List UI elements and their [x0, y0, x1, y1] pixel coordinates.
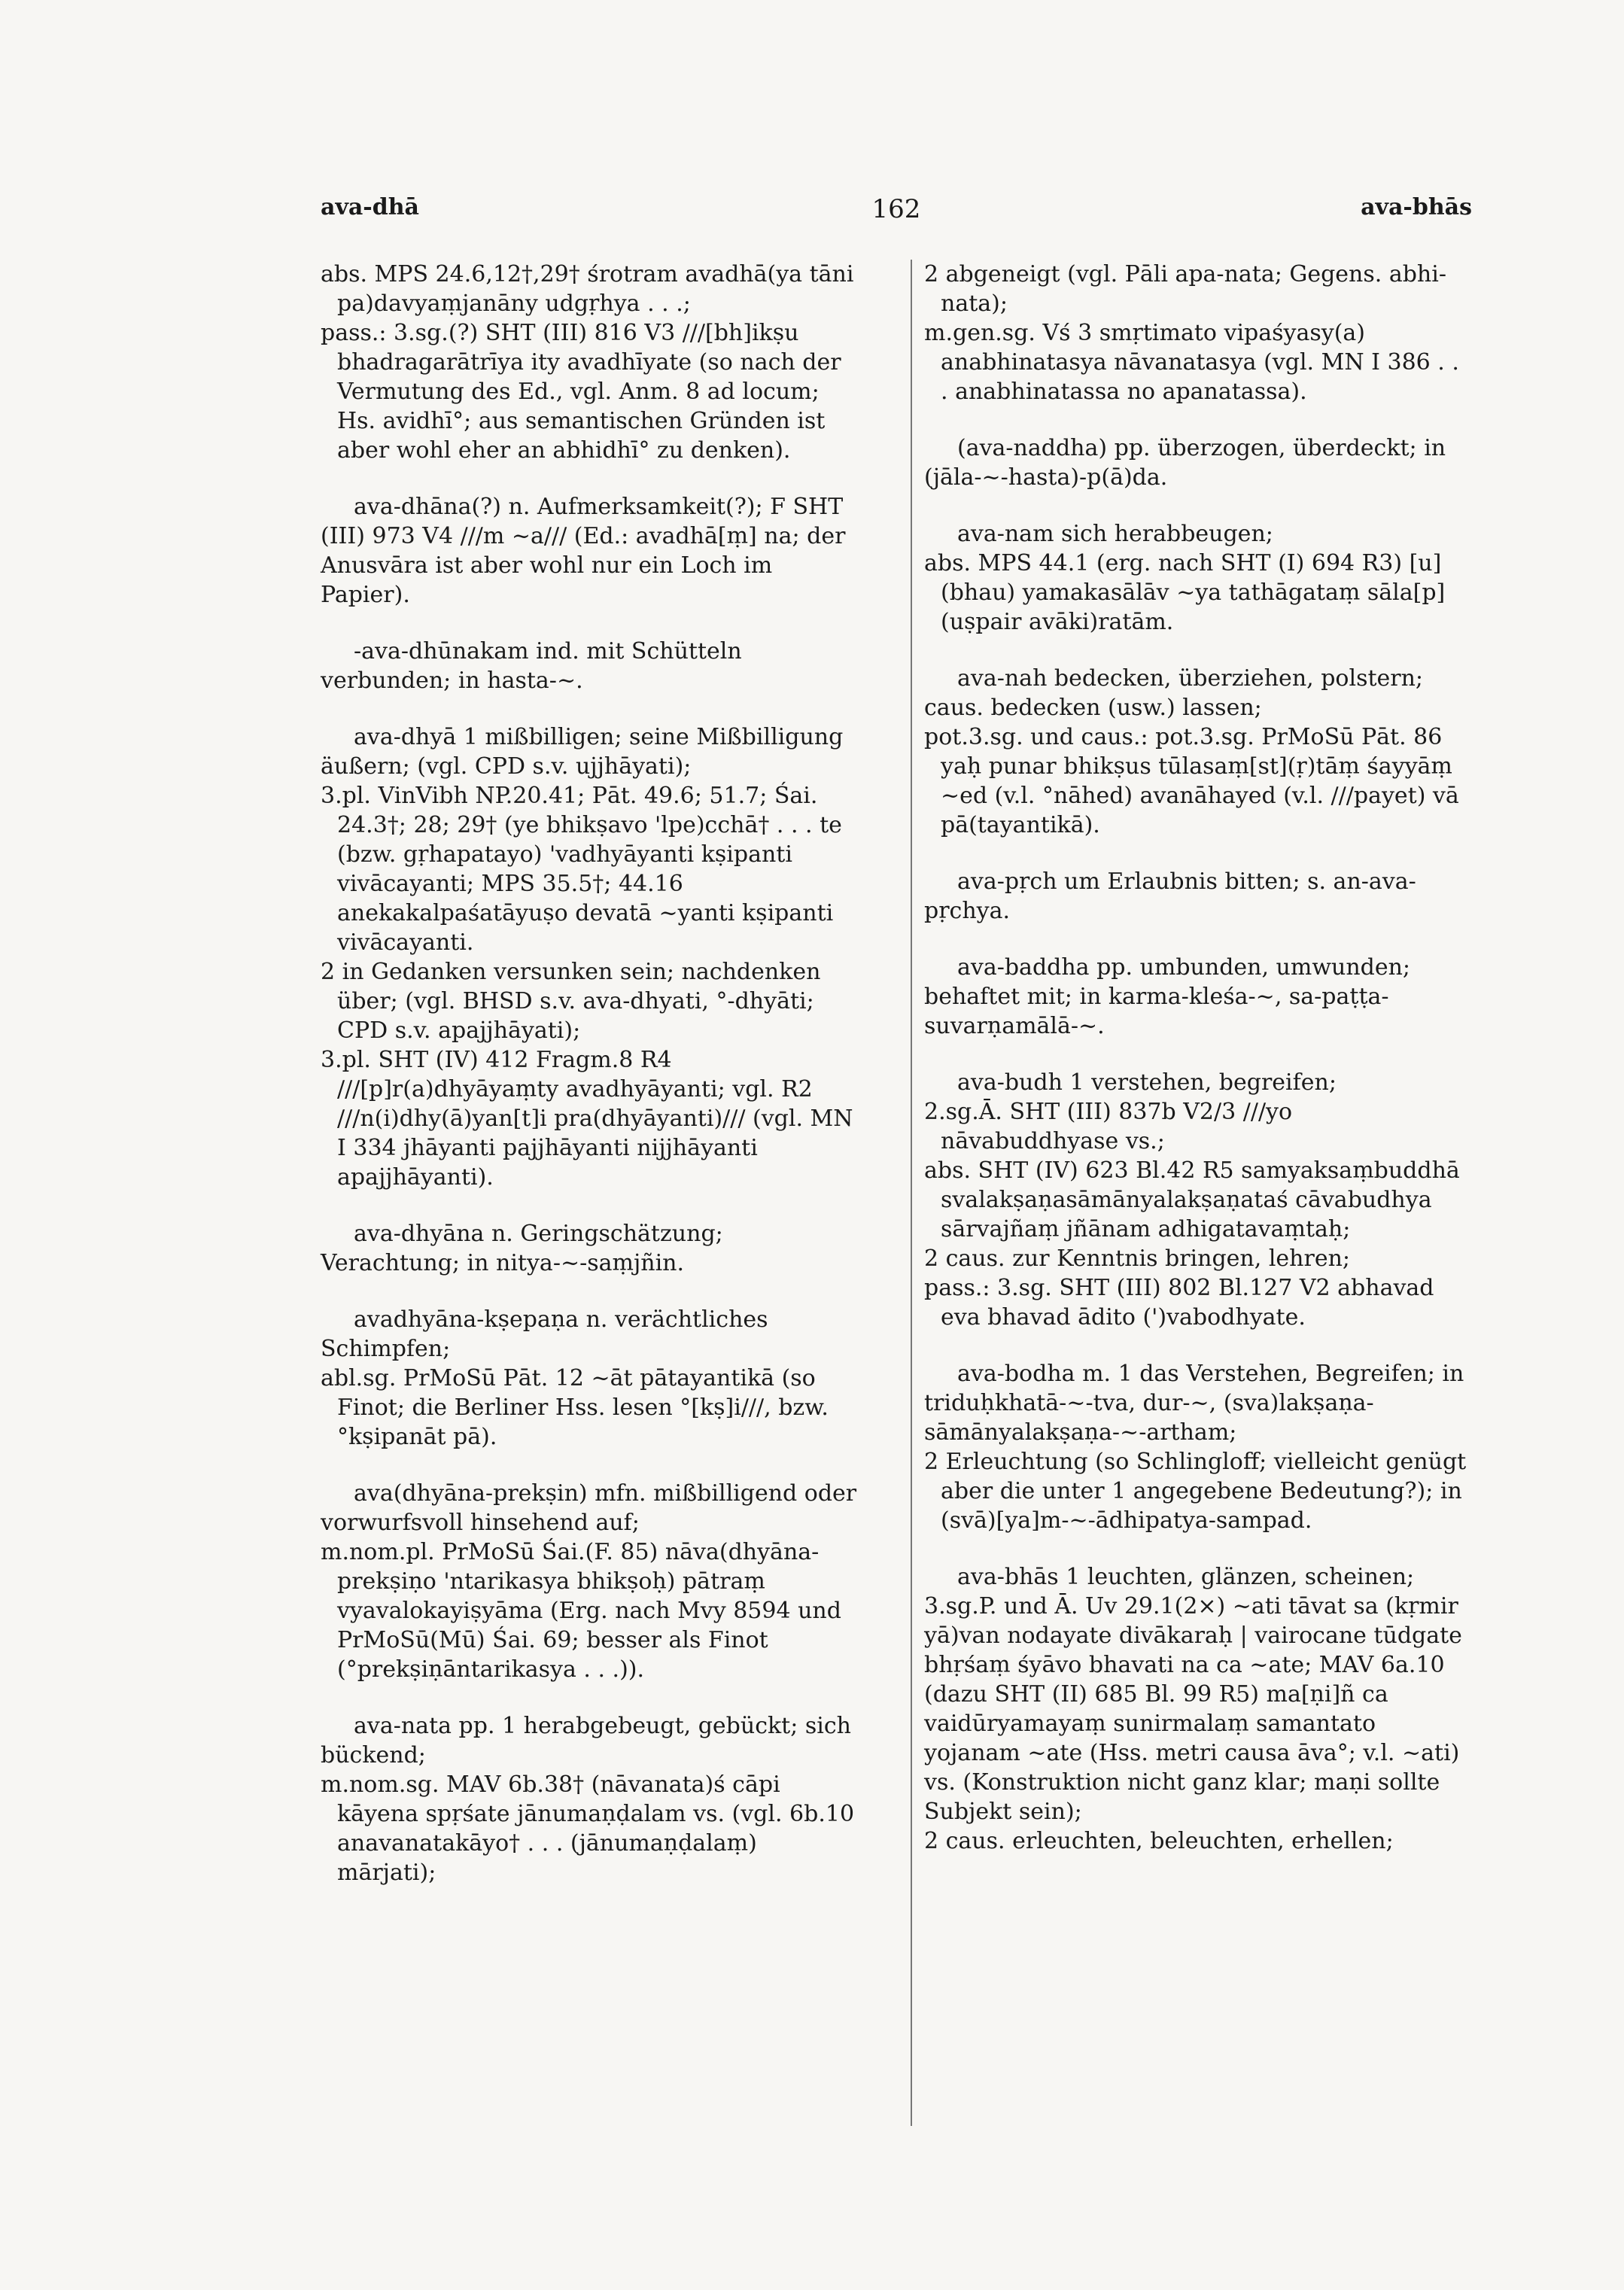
entry-line: 3.pl. VinVibh NP.20.41; Pāt. 49.6; 51.7; Śai. 24.3†; 28; 29† (ye bhikṣavo 'lpe)cchā† . . . te (bzw. gṛhapatayo) 'vadhyāyanti kṣipanti vivācayanti; MPS 35.5†; 44.16 anekakalpaśatāyuṣo devatā ~yanti kṣipanti vivācayanti.: [321, 783, 842, 956]
entry-line: ava-dhyā 1 mißbilligen; seine Mißbilligung äußern; (vgl. CPD s.v. ujjhāyati);: [321, 724, 844, 780]
entry-line: abs. MPS 24.6,12†,29† śrotram avadhā(ya tāni pa)davyaṃjanāny udgṛhya . . .;: [321, 261, 854, 317]
entry-ava-nata: [321, 1711, 862, 1887]
entry-line: ava-dhāna(?) n. Aufmerksamkeit(?); F SHT (III) 973 V4 ///m ~a/// (Ed.: avadhā[ṃ] na; der Anusvāra ist aber wohl nur ein Loch im Papier).: [321, 494, 846, 608]
entry-line: m.nom.sg. MAV 6b.38† (nāvanata)ś cāpi kāyena spṛśate jānumaṇḍalam vs. (vgl. 6b.10 anavanatakāyo† . . . (jānumaṇḍalaṃ) mārjati);: [321, 1771, 855, 1886]
entry-line: abs. MPS 44.1 (erg. nach SHT (I) 694 R3) [u](bhau) yamakasālāv ~ya tathāgataṃ sāla[p](uṣpair avāki)ratām.: [924, 550, 1446, 635]
entry-ava-dhyana: [321, 1219, 862, 1278]
entry-line: ava(dhyāna-prekṣin) mfn. mißbilligend oder vorwurfsvoll hinsehend auf;: [321, 1480, 857, 1536]
running-header: [321, 194, 1472, 239]
entry-line: ava-bhās 1 leuchten, glänzen, scheinen; 3.sg.P. und Ā. Uv 29.1(2×) ~ati tāvat sa (kṛmir yā)van nodayate divākaraḥ | vairocane tūdgate bhṛśaṃ śyāvo bhavati na ca ~ate; MAV 6a.10 (dazu SHT (II) 685 Bl. 99 R5) ma[ṇi]ñ ca vaidūryamayaṃ sunirmalaṃ samantato yojanam ~ate (Hss. metri causa āva°; v.l. ~ati) vs. (Konstruktion nicht ganz klar; maṇi sollte Subjekt sein);: [924, 1564, 1462, 1825]
entry-ava-nata-cont: [924, 260, 1470, 406]
entry-ava-baddha: [924, 953, 1470, 1041]
entry-line: ava-bodha m. 1 das Verstehen, Begreifen; in triduḥkhatā-~-tva, dur-~, (sva)lakṣaṇa-sāmānyalakṣaṇa-~-artham;: [924, 1361, 1464, 1446]
entry-ava-dhana: [321, 492, 862, 610]
entry-line: 2 in Gedanken versunken sein; nachdenken über; (vgl. BHSD s.v. ava-dhyati, °-dhyāti; CPD s.v. apajjhāyati);: [321, 959, 821, 1044]
entry-ava-dhunakam: [321, 637, 862, 695]
entry-line: pass.: 3.sg.(?) SHT (III) 816 V3 ///[bh]ikṣu bhadragarātrīya ity avadhīyate (so nach der Vermutung des Ed., vgl. Anm. 8 ad locum; Hs. avidhī°; aus semantischen Gründen ist aber wohl eher an abhidhī° zu denken).: [321, 320, 841, 464]
entry-line: 2.sg.Ā. SHT (III) 837b V2/3 ///yo nāvabuddhyase vs.;: [924, 1099, 1293, 1154]
entry-line: m.gen.sg. Vś 3 smṛtimato vipaśyasy(a) anabhinatasya nāvanatasya (vgl. MN I 386 . . . anabhinatassa no apanatassa).: [924, 320, 1459, 405]
entry-line: m.nom.pl. PrMoSū Śai.(F. 85) nāva(dhyāna-prekṣiṇo 'ntarikasya bhikṣoḥ) pātraṃ vyavalokayiṣyāma (Erg. nach Mvy 8594 und PrMoSū(Mū) Śai. 69; besser als Finot (°prekṣiṇāntarikasya . . .)).: [321, 1539, 841, 1683]
entry-line: abl.sg. PrMoSū Pāt. 12 ~āt pātayantikā (so Finot; die Berliner Hss. lesen °[kṣ]i///, bzw. °kṣipanāt pā).: [321, 1365, 829, 1450]
entry-ava-bhas: [924, 1562, 1470, 1856]
entry-line: ava-dhyāna n. Geringschätzung; Verachtung; in nitya-~-saṃjñin.: [321, 1221, 723, 1276]
entry-line: ava-baddha pp. umbunden, umwunden; behaftet mit; in karma-kleśa-~, sa-paṭṭa-suvarṇamālā-~.: [924, 954, 1411, 1039]
entry-line: ava-nata pp. 1 herabgebeugt, gebückt; sich bückend;: [321, 1713, 851, 1768]
entry-line: pot.3.sg. und caus.: pot.3.sg. PrMoSū Pāt. 86 yaḥ punar bhikṣus tūlasaṃ[st](ṛ)tāṃ śayyāṃ ~ed (v.l. °nāhed) avanāhayed (v.l. ///payet) vā pā(tayantikā).: [924, 724, 1459, 838]
entry-line: (ava-naddha) pp. überzogen, überdeckt; in (jāla-~-hasta)-p(ā)da.: [924, 435, 1446, 491]
entry-ava-nam: [924, 519, 1470, 637]
entry-line: abs. SHT (IV) 623 Bl.42 R5 samyaksaṃbuddhā svalakṣaṇasāmānyalakṣaṇataś cāvabudhya sārvajñaṃ jñānam adhigatavaṃtaḥ;: [924, 1157, 1460, 1242]
entry-ava-dhya: [321, 722, 862, 1192]
entry-ava-nah: [924, 664, 1470, 840]
entry-line: ava-pṛch um Erlaubnis bitten; s. an-ava-pṛchya.: [924, 868, 1416, 924]
entry-avadhyana-ksepana: [321, 1305, 862, 1452]
header-left-headword: ava-dhā: [321, 194, 419, 220]
left-column: [321, 260, 862, 1914]
page-number: 162: [871, 194, 921, 224]
entry-line: -ava-dhūnakam ind. mit Schütteln verbunden; in hasta-~.: [321, 638, 742, 694]
entry-line: 3.pl. SHT (IV) 412 Fragm.8 R4 ///[p]r(a)dhyāyaṃty avadhyāyanti; vgl. R2 ///n(i)dhy(ā)yan[t]i pra(dhyāyanti)/// (vgl. MN I 334 jhāyanti pajjhāyanti nijjhāyanti apajjhāyanti).: [321, 1047, 853, 1191]
entry-line: 2 abgeneigt (vgl. Pāli apa-nata; Gegens. abhi-nata);: [924, 261, 1446, 317]
entry-line: 2 caus. zur Kenntnis bringen, lehren;: [924, 1245, 1351, 1272]
entry-line: ava-nam sich herabbeugen;: [957, 521, 1273, 547]
entry-ava-budh: [924, 1068, 1470, 1332]
right-column: [924, 260, 1470, 1883]
entry-line: ava-nah bedecken, überziehen, polstern; caus. bedecken (usw.) lassen;: [924, 665, 1424, 721]
entry-ava-bodha: [924, 1359, 1470, 1535]
entry-line: 2 Erleuchtung (so Schlingloff; vielleicht genügt aber die unter 1 angegebene Bedeutung?); in (svā)[ya]m-~-ādhipatya-sampad.: [924, 1449, 1467, 1534]
entry-line: 2 caus. erleuchten, beleuchten, erhellen;: [924, 1828, 1394, 1854]
entry-line: ava-budh 1 verstehen, begreifen;: [957, 1069, 1337, 1096]
entry-ava-prch: [924, 867, 1470, 926]
column-divider: [911, 260, 912, 2126]
entry-ava-dha-cont: [321, 260, 862, 465]
entry-ava-naddha: [924, 433, 1470, 492]
entry-line: avadhyāna-kṣepaṇa n. verächtliches Schimpfen;: [321, 1306, 768, 1362]
entry-ava-dhyana-preksin: [321, 1479, 862, 1684]
header-right-headword: ava-bhās: [1361, 194, 1472, 220]
entry-line: pass.: 3.sg. SHT (III) 802 Bl.127 V2 abhavad eva bhavad ādito (')vabodhyate.: [924, 1275, 1434, 1331]
